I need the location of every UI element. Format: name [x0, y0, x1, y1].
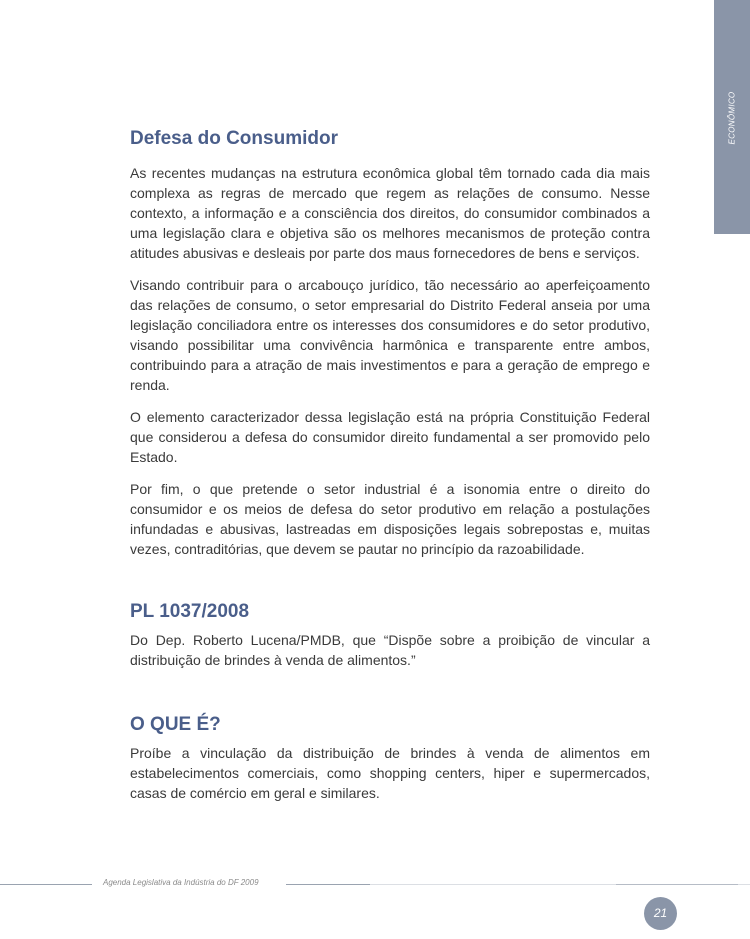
section-side-tab [714, 0, 750, 234]
section-tab-label: ECONÔMICO [727, 91, 737, 145]
page-content [130, 127, 650, 803]
bill-description: Do Dep. Roberto Lucena/PMDB, que “Dispõe sobre a proibição de vincular a distribuição de brindes à venda de alimentos.” [130, 632, 650, 668]
what-is-description: Proíbe a vinculação da distribuição de brindes à venda de alimentos em estabelecimentos comerciais, como shopping centers, hiper e supermercados, casas de comércio em geral e similares. [130, 745, 650, 801]
footer-rule-middle [286, 884, 370, 885]
footer-rule-right-accent [616, 884, 738, 885]
page-number-badge: 21 [644, 897, 677, 930]
bill-title: PL 1037/2008 [130, 601, 250, 622]
consumer-paragraph-2: Visando contribuir para o arcabouço jurídico, tão necessário ao aperfeiçoamento das relações de consumo, o setor empresarial do Distrito Federal anseia por uma legislação conciliadora entre os interesses dos consumidores e do setor produtivo, visando possibilitar uma convivência harmônica e transparente entre ambos, contribuindo para a atração de mais investimentos e para a geração de emprego e renda. [130, 277, 650, 393]
consumer-paragraph-4: Por fim, o que pretende o setor industrial é a isonomia entre o direito do consumidor e os meios de defesa do setor produtivo em relação a postulações infundadas e abusivas, lastreadas em disposições legais sobrepostas e, muitas vezes, contraditórias, que devem se pautar no princípio da razoabilidade. [130, 481, 650, 557]
section-title-consumer: Defesa do Consumidor [130, 128, 338, 149]
consumer-paragraph-3: O elemento caracterizador dessa legislação está na própria Constituição Federal que considerou a defesa do consumidor direito fundamental a ser promovido pelo Estado. [130, 409, 650, 465]
footer-publication-title: Agenda Legislativa da Indústria do DF 2009 [103, 878, 259, 887]
footer-rule-left [0, 884, 92, 885]
consumer-paragraph-1: As recentes mudanças na estrutura econômica global têm tornado cada dia mais complexa as regras de mercado que regem as relações de consumo. Nesse contexto, a informação e a consciência dos direitos, do consumidor combinados a uma legislação clara e objetiva são os melhores mecanismos de proteção contra atitudes abusivas e desleais por parte dos maus fornecedores de bens e serviços. [130, 165, 650, 261]
what-is-title: O QUE É? [130, 714, 221, 735]
